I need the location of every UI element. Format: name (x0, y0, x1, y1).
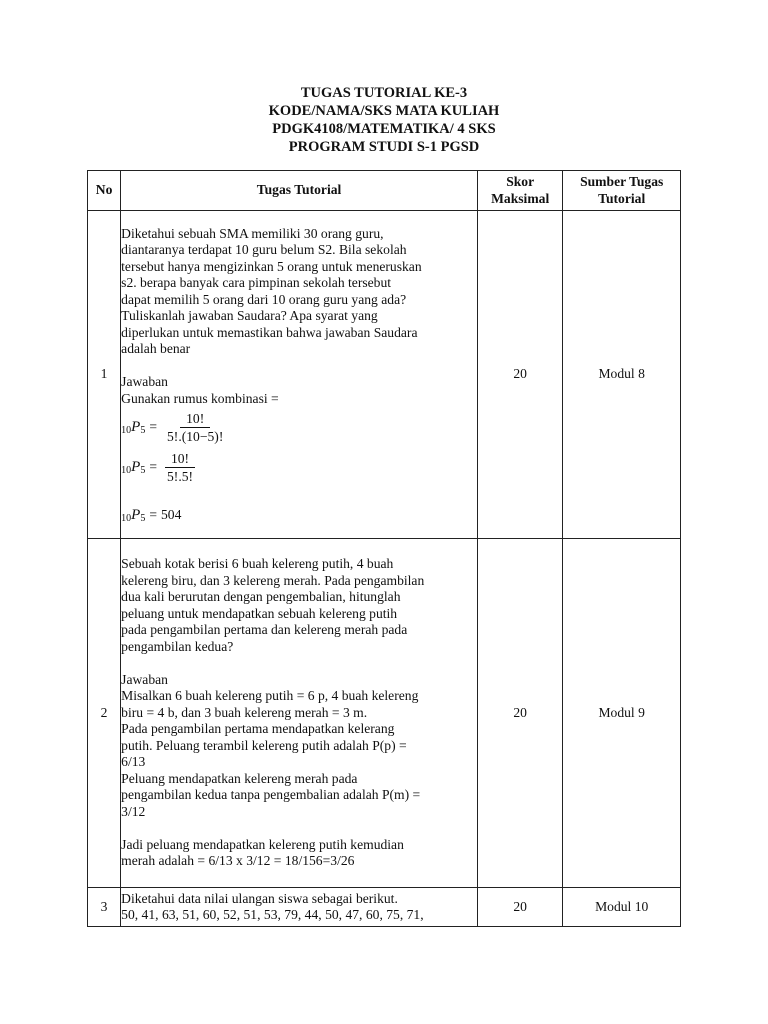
question-line: dapat memilih 5 orang dari 10 orang guru yang ada? (121, 291, 407, 307)
fraction: $\frac{10!}{5!.5!}$ (161, 450, 199, 485)
answer-line: pengambilan kedua tanpa pengembalian adalah P(m) = (121, 787, 421, 803)
formula-step-1: 10 P 5 = $\frac{10!}{5!.(10-5)!}$ (121, 407, 477, 447)
answer-label: Jawaban (121, 671, 168, 687)
score-header-line1: Skor (506, 174, 535, 189)
column-header-task: Tugas Tutorial (121, 171, 478, 211)
source-cell: Modul 8 (563, 211, 681, 539)
tutorial-table (87, 170, 681, 927)
table-row (88, 888, 681, 927)
row-number: 1 (88, 211, 121, 539)
score-header-line2: Maksimal (491, 190, 550, 206)
formula-step-2: 10 P 5 = $\frac{10!}{5!.5!}$ (121, 447, 477, 487)
header-program: PROGRAM STUDI S-1 PGSD (288, 139, 480, 155)
formula-result: 10 P 5 = 504 (121, 507, 182, 524)
question-line: 50, 41, 63, 51, 60, 52, 51, 53, 79, 44, 50, 47, 60, 75, 71, (121, 907, 424, 922)
answer-line: Gunakan rumus kombinasi = (121, 390, 279, 406)
question-line: Tuliskanlah jawaban Saudara? Apa syarat yang (121, 308, 378, 323)
score-cell: 20 (477, 211, 562, 539)
question-line: diantaranya terdapat 10 guru belum S2. Bila sekolah (121, 242, 407, 257)
question-line: kelereng biru, dan 3 kelereng merah. Pada pengambilan (121, 572, 425, 588)
fraction: $\frac{10!}{5!.(10-5)!}$ (167, 410, 224, 444)
header-course-label: KODE/NAMA/SKS MATA KULIAH (268, 103, 500, 119)
table-row (88, 539, 681, 888)
conclusion-line: merah adalah = 6/13 x 3/12 = 18/156=3/26 (121, 853, 355, 869)
task-cell (121, 539, 478, 888)
answer-line: Peluang mendapatkan kelereng merah pada (121, 770, 358, 786)
answer-line: putih. Peluang terambil kelereng putih adalah P(p) = (121, 737, 407, 753)
answer-line: 6/13 (121, 754, 146, 770)
task-cell (121, 888, 478, 927)
question-line: adalah benar (121, 341, 191, 356)
source-header-line2: Tutorial (598, 190, 646, 206)
conclusion-line: Jadi peluang mendapatkan kelereng putih kemudian (121, 836, 404, 852)
document-header (0, 84, 768, 156)
row-number: 2 (88, 539, 121, 888)
question-line: diperlukan untuk memastikan bahwa jawaban Saudara (121, 324, 418, 340)
question-line: Diketahui data nilai ulangan siswa sebagai berikut. (121, 890, 398, 906)
table-row (88, 211, 681, 539)
column-header-source (563, 171, 681, 211)
question-line: s2. berapa banyak cara pimpinan sekolah tersebut (121, 275, 392, 290)
source-header-line1: Sumber Tugas (580, 174, 664, 189)
score-cell: 20 (477, 888, 562, 927)
answer-line: Misalkan 6 buah kelereng putih = 6 p, 4 buah kelereng (121, 688, 419, 704)
header-course-code: PDGK4108/MATEMATIKA/ 4 SKS (272, 121, 496, 137)
question-line: Sebuah kotak berisi 6 buah kelereng putih, 4 buah (121, 556, 394, 572)
question-line: pengambilan kedua? (121, 638, 234, 654)
header-title: TUGAS TUTORIAL KE-3 (300, 85, 468, 101)
answer-line: biru = 4 b, dan 3 buah kelereng merah = 3 m. (121, 704, 368, 720)
row-number: 3 (88, 888, 121, 927)
answer-line: 3/12 (121, 803, 146, 819)
column-header-no: No (88, 171, 121, 211)
source-cell: Modul 9 (563, 539, 681, 888)
source-cell: Modul 10 (563, 888, 681, 927)
score-cell: 20 (477, 539, 562, 888)
question-line: tersebut hanya mengizinkan 5 orang untuk meneruskan (121, 258, 422, 274)
table-header-row (88, 171, 681, 211)
column-header-score (477, 171, 562, 211)
task-cell (121, 211, 478, 539)
answer-line: Pada pengambilan pertama mendapatkan kelerang (121, 721, 395, 737)
question-line: dua kali berurutan dengan pengembalian, hitunglah (121, 589, 401, 605)
question-line: peluang untuk mendapatkan sebuah kelereng putih (121, 605, 398, 621)
answer-label: Jawaban (121, 374, 168, 389)
question-line: pada pengambilan pertama dan kelereng merah pada (121, 622, 408, 638)
question-line: Diketahui sebuah SMA memiliki 30 orang guru, (121, 225, 384, 241)
